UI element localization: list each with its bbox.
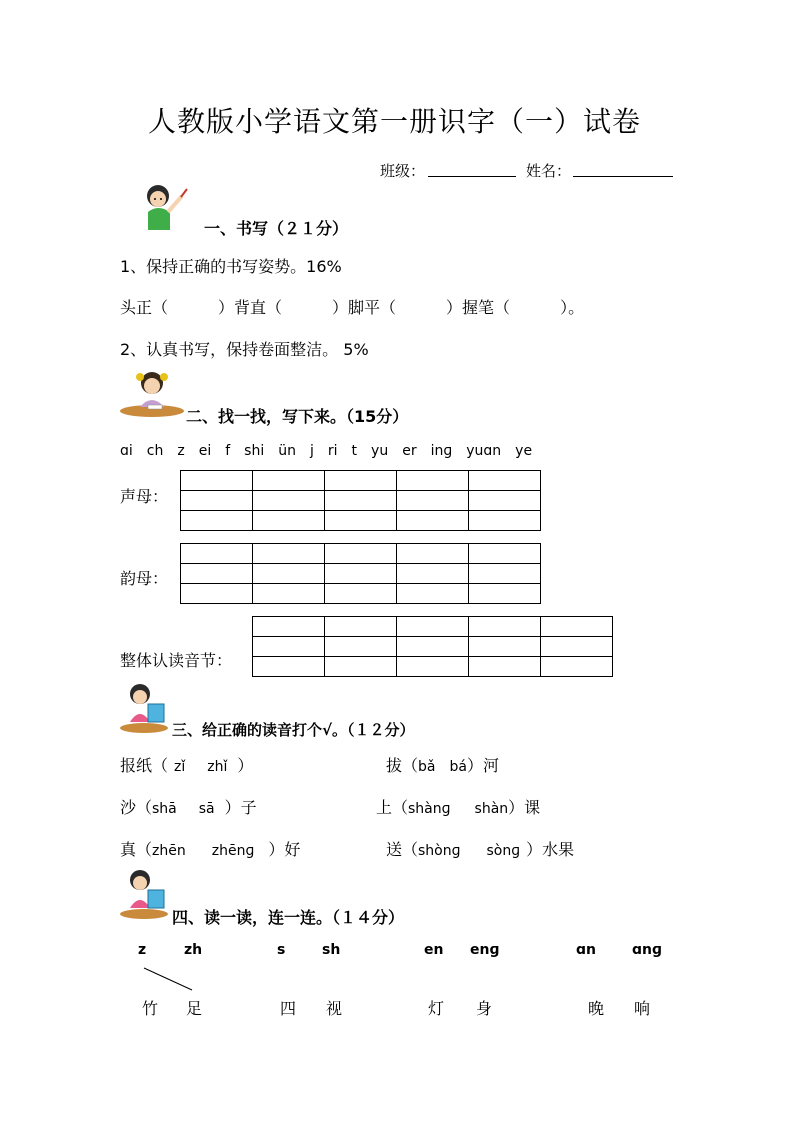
name-label: 姓名： bbox=[526, 162, 572, 180]
letter-item: shi bbox=[244, 443, 265, 459]
section1-q2: 2、认真书写，保持卷面整洁。 5% bbox=[120, 340, 369, 359]
pinyin-option[interactable]: zhēn bbox=[152, 843, 186, 859]
letter-item: t bbox=[351, 443, 358, 459]
example-connect-line bbox=[140, 964, 200, 994]
letter-item: ɑi bbox=[120, 443, 133, 459]
section3-heading: 三、给正确的读音打个√。（１２分） bbox=[172, 721, 415, 739]
shengmu-grid[interactable] bbox=[180, 470, 541, 531]
posture-head: 头正（ bbox=[120, 298, 169, 317]
pinyin-option[interactable]: shā bbox=[152, 801, 177, 817]
letter-item: ei bbox=[198, 443, 212, 459]
letter-item: f bbox=[225, 443, 231, 459]
match-bottom-7[interactable]: 晚 bbox=[588, 999, 605, 1018]
posture-line bbox=[120, 295, 584, 318]
reading-item-6: 送（shònɡ sònɡ ）水果 bbox=[386, 840, 575, 859]
reading-item-5: 真（zhēn zhēnɡ ）好 bbox=[120, 840, 301, 859]
pinyin-option[interactable]: sā bbox=[198, 801, 215, 817]
section1-heading: 一、书写（２１分） bbox=[204, 219, 349, 238]
pinyin-option[interactable]: zǐ bbox=[174, 759, 186, 775]
match-bottom-3[interactable]: 四 bbox=[280, 999, 297, 1018]
match-bottom-8[interactable]: 响 bbox=[634, 999, 651, 1018]
pinyin-option[interactable]: shànɡ bbox=[408, 801, 451, 817]
letter-item: ün bbox=[278, 443, 296, 459]
reading-item-2: 拔（bǎ bá）河 bbox=[386, 756, 499, 775]
girl-at-desk-illustration bbox=[118, 367, 188, 419]
letter-item: er bbox=[402, 443, 417, 459]
posture-pen: ）握笔（ bbox=[446, 298, 511, 317]
girl-reading-illustration-2 bbox=[118, 868, 170, 920]
page-title: 人教版小学语文第一册识字（一）试卷 bbox=[148, 105, 642, 138]
match-top-6[interactable]: enɡ bbox=[470, 942, 500, 958]
match-top-4[interactable]: sh bbox=[322, 942, 341, 958]
pinyin-option[interactable]: bǎ bbox=[418, 759, 436, 775]
letter-item: inɡ bbox=[430, 443, 453, 459]
match-bottom-5[interactable]: 灯 bbox=[428, 999, 445, 1018]
letter-item: j bbox=[309, 443, 314, 459]
posture-end: ）。 bbox=[560, 298, 585, 317]
child-writing-illustration bbox=[140, 182, 190, 232]
letter-row bbox=[120, 443, 532, 459]
pinyin-option[interactable]: shònɡ bbox=[418, 843, 461, 859]
pinyin-option[interactable]: zhēnɡ bbox=[211, 843, 255, 859]
posture-feet: ）脚平（ bbox=[332, 298, 397, 317]
yunmu-label: 韵母： bbox=[120, 569, 169, 588]
match-top-2[interactable]: zh bbox=[184, 942, 203, 958]
letter-item: yuɑn bbox=[466, 443, 502, 459]
letter-item: ye bbox=[515, 443, 533, 459]
zhengti-grid[interactable] bbox=[252, 616, 613, 677]
match-bottom-4[interactable]: 视 bbox=[326, 999, 343, 1018]
reading-item-4: 上（shànɡ shàn）课 bbox=[376, 798, 541, 817]
posture-back: ）背直（ bbox=[218, 298, 283, 317]
pinyin-option[interactable]: sònɡ bbox=[486, 843, 521, 859]
section2-heading: 二、找一找，写下来。（15分） bbox=[186, 407, 409, 426]
letter-item: ch bbox=[146, 443, 164, 459]
match-top-5[interactable]: en bbox=[424, 942, 444, 958]
reading-item-3: 沙（shā sā ）子 bbox=[120, 798, 257, 817]
letter-item: ri bbox=[327, 443, 338, 459]
pinyin-option[interactable]: bá bbox=[449, 759, 467, 775]
section1-q1: 1、保持正确的书写姿势。16% bbox=[120, 257, 342, 276]
yunmu-grid[interactable] bbox=[180, 543, 541, 604]
pinyin-option[interactable]: zhǐ bbox=[207, 759, 228, 775]
match-bottom-2[interactable]: 足 bbox=[186, 999, 203, 1018]
class-label: 班级： bbox=[380, 162, 426, 180]
letter-item: yu bbox=[371, 443, 389, 459]
class-blank[interactable] bbox=[428, 160, 516, 177]
match-top-8[interactable]: ɑnɡ bbox=[632, 942, 663, 958]
match-top-7[interactable]: ɑn bbox=[576, 942, 596, 958]
section4-heading: 四、读一读，连一连。（１４分） bbox=[172, 908, 405, 927]
match-top-1[interactable]: z bbox=[138, 942, 147, 958]
match-top-3[interactable]: s bbox=[277, 942, 286, 958]
match-bottom-1[interactable]: 竹 bbox=[142, 999, 159, 1018]
pinyin-option[interactable]: shàn bbox=[474, 801, 509, 817]
letter-item: z bbox=[177, 443, 185, 459]
girl-reading-illustration bbox=[118, 682, 170, 734]
shengmu-label: 声母： bbox=[120, 487, 169, 506]
zhengti-label: 整体认读音节： bbox=[120, 651, 233, 670]
reading-item-1: 报纸（ zǐ zhǐ ） bbox=[120, 756, 254, 775]
match-bottom-6[interactable]: 身 bbox=[476, 999, 493, 1018]
name-blank[interactable] bbox=[573, 160, 673, 177]
